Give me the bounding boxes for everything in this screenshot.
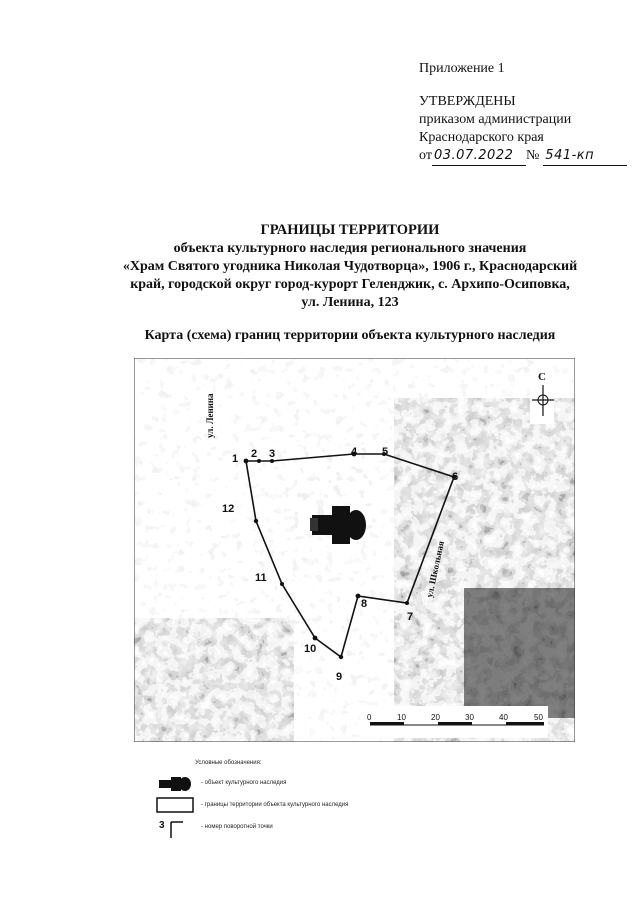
legend-point-text: - номер поворотной точки — [201, 824, 273, 830]
point-label-3: 3 — [269, 448, 276, 460]
legend-object-symbol — [153, 774, 197, 792]
aerial-photo — [134, 358, 575, 742]
scale-tick-30: 30 — [465, 713, 474, 722]
legend-row-object — [153, 774, 453, 794]
appendix-label: Приложение 1 — [419, 61, 505, 76]
point-label-2: 2 — [251, 448, 258, 460]
scale-tick-40: 40 — [499, 713, 508, 722]
heading-line-1: объекта культурного наследия регионального значения — [173, 241, 527, 256]
north-label: С — [538, 371, 546, 383]
scale-tick-50: 50 — [534, 713, 543, 722]
approved-label: УТВЕРЖДЕНЫ — [419, 94, 516, 109]
approved-line-3: Краснодарского края — [419, 130, 544, 145]
point-label-5: 5 — [382, 446, 389, 458]
legend-boundary-symbol — [153, 796, 197, 814]
scale-tick-20: 20 — [431, 713, 440, 722]
approved-line-2: приказом администрации — [419, 112, 572, 127]
heading-line-3: край, городской округ город-курорт Геленджик, с. Архипо-Осиповка, — [130, 277, 570, 292]
approval-block — [419, 60, 629, 166]
map-caption: Карта (схема) границ территории объекта культурного наследия — [144, 328, 556, 343]
point-label-10: 10 — [304, 643, 317, 655]
order-number: 541-кп — [543, 147, 627, 166]
heading-line-2: «Храм Святого угодника Николая Чудотворца», 1906 г., Краснодарский — [122, 259, 578, 274]
scale-bar — [362, 706, 548, 738]
point-label-9: 9 — [336, 671, 343, 683]
point-label-1: 1 — [232, 453, 239, 465]
scale-tick-0: 0 — [367, 713, 372, 722]
point-label-12: 12 — [222, 503, 235, 515]
legend-point-number: 3 — [159, 820, 165, 831]
order-date-line — [419, 147, 629, 166]
legend-title: Условные обозначения: — [195, 760, 262, 766]
map-svg — [134, 358, 575, 742]
north-arrow — [530, 371, 554, 424]
street-label-lenina: ул. Ленина — [205, 393, 215, 438]
point-label-6: 6 — [452, 471, 459, 483]
legend-point-symbol — [153, 818, 197, 838]
heading-line-4: ул. Ленина, 123 — [301, 295, 399, 310]
legend-row-boundary — [153, 796, 453, 816]
scale-tick-10: 10 — [397, 713, 406, 722]
point-label-7: 7 — [407, 611, 414, 623]
number-prefix: № — [525, 148, 540, 163]
legend-row-point — [153, 818, 453, 838]
street-label-shkolnaya: ул. Школьная — [424, 540, 446, 599]
legend-object-text: - объект культурного наследия — [201, 780, 287, 786]
document-heading — [90, 221, 610, 312]
date-prefix: от — [419, 148, 432, 163]
point-label-11: 11 — [255, 572, 267, 584]
point-label-8: 8 — [361, 598, 368, 610]
heading-title: ГРАНИЦЫ ТЕРРИТОРИИ — [260, 222, 440, 238]
territory-map — [134, 358, 575, 742]
order-date: 03.07.2022 — [432, 147, 526, 166]
street-label-sadovaya: ул. Садовая — [176, 610, 203, 659]
point-label-4: 4 — [351, 446, 358, 458]
legend-boundary-text: - границы территории объекта культурного наследия — [201, 802, 349, 808]
